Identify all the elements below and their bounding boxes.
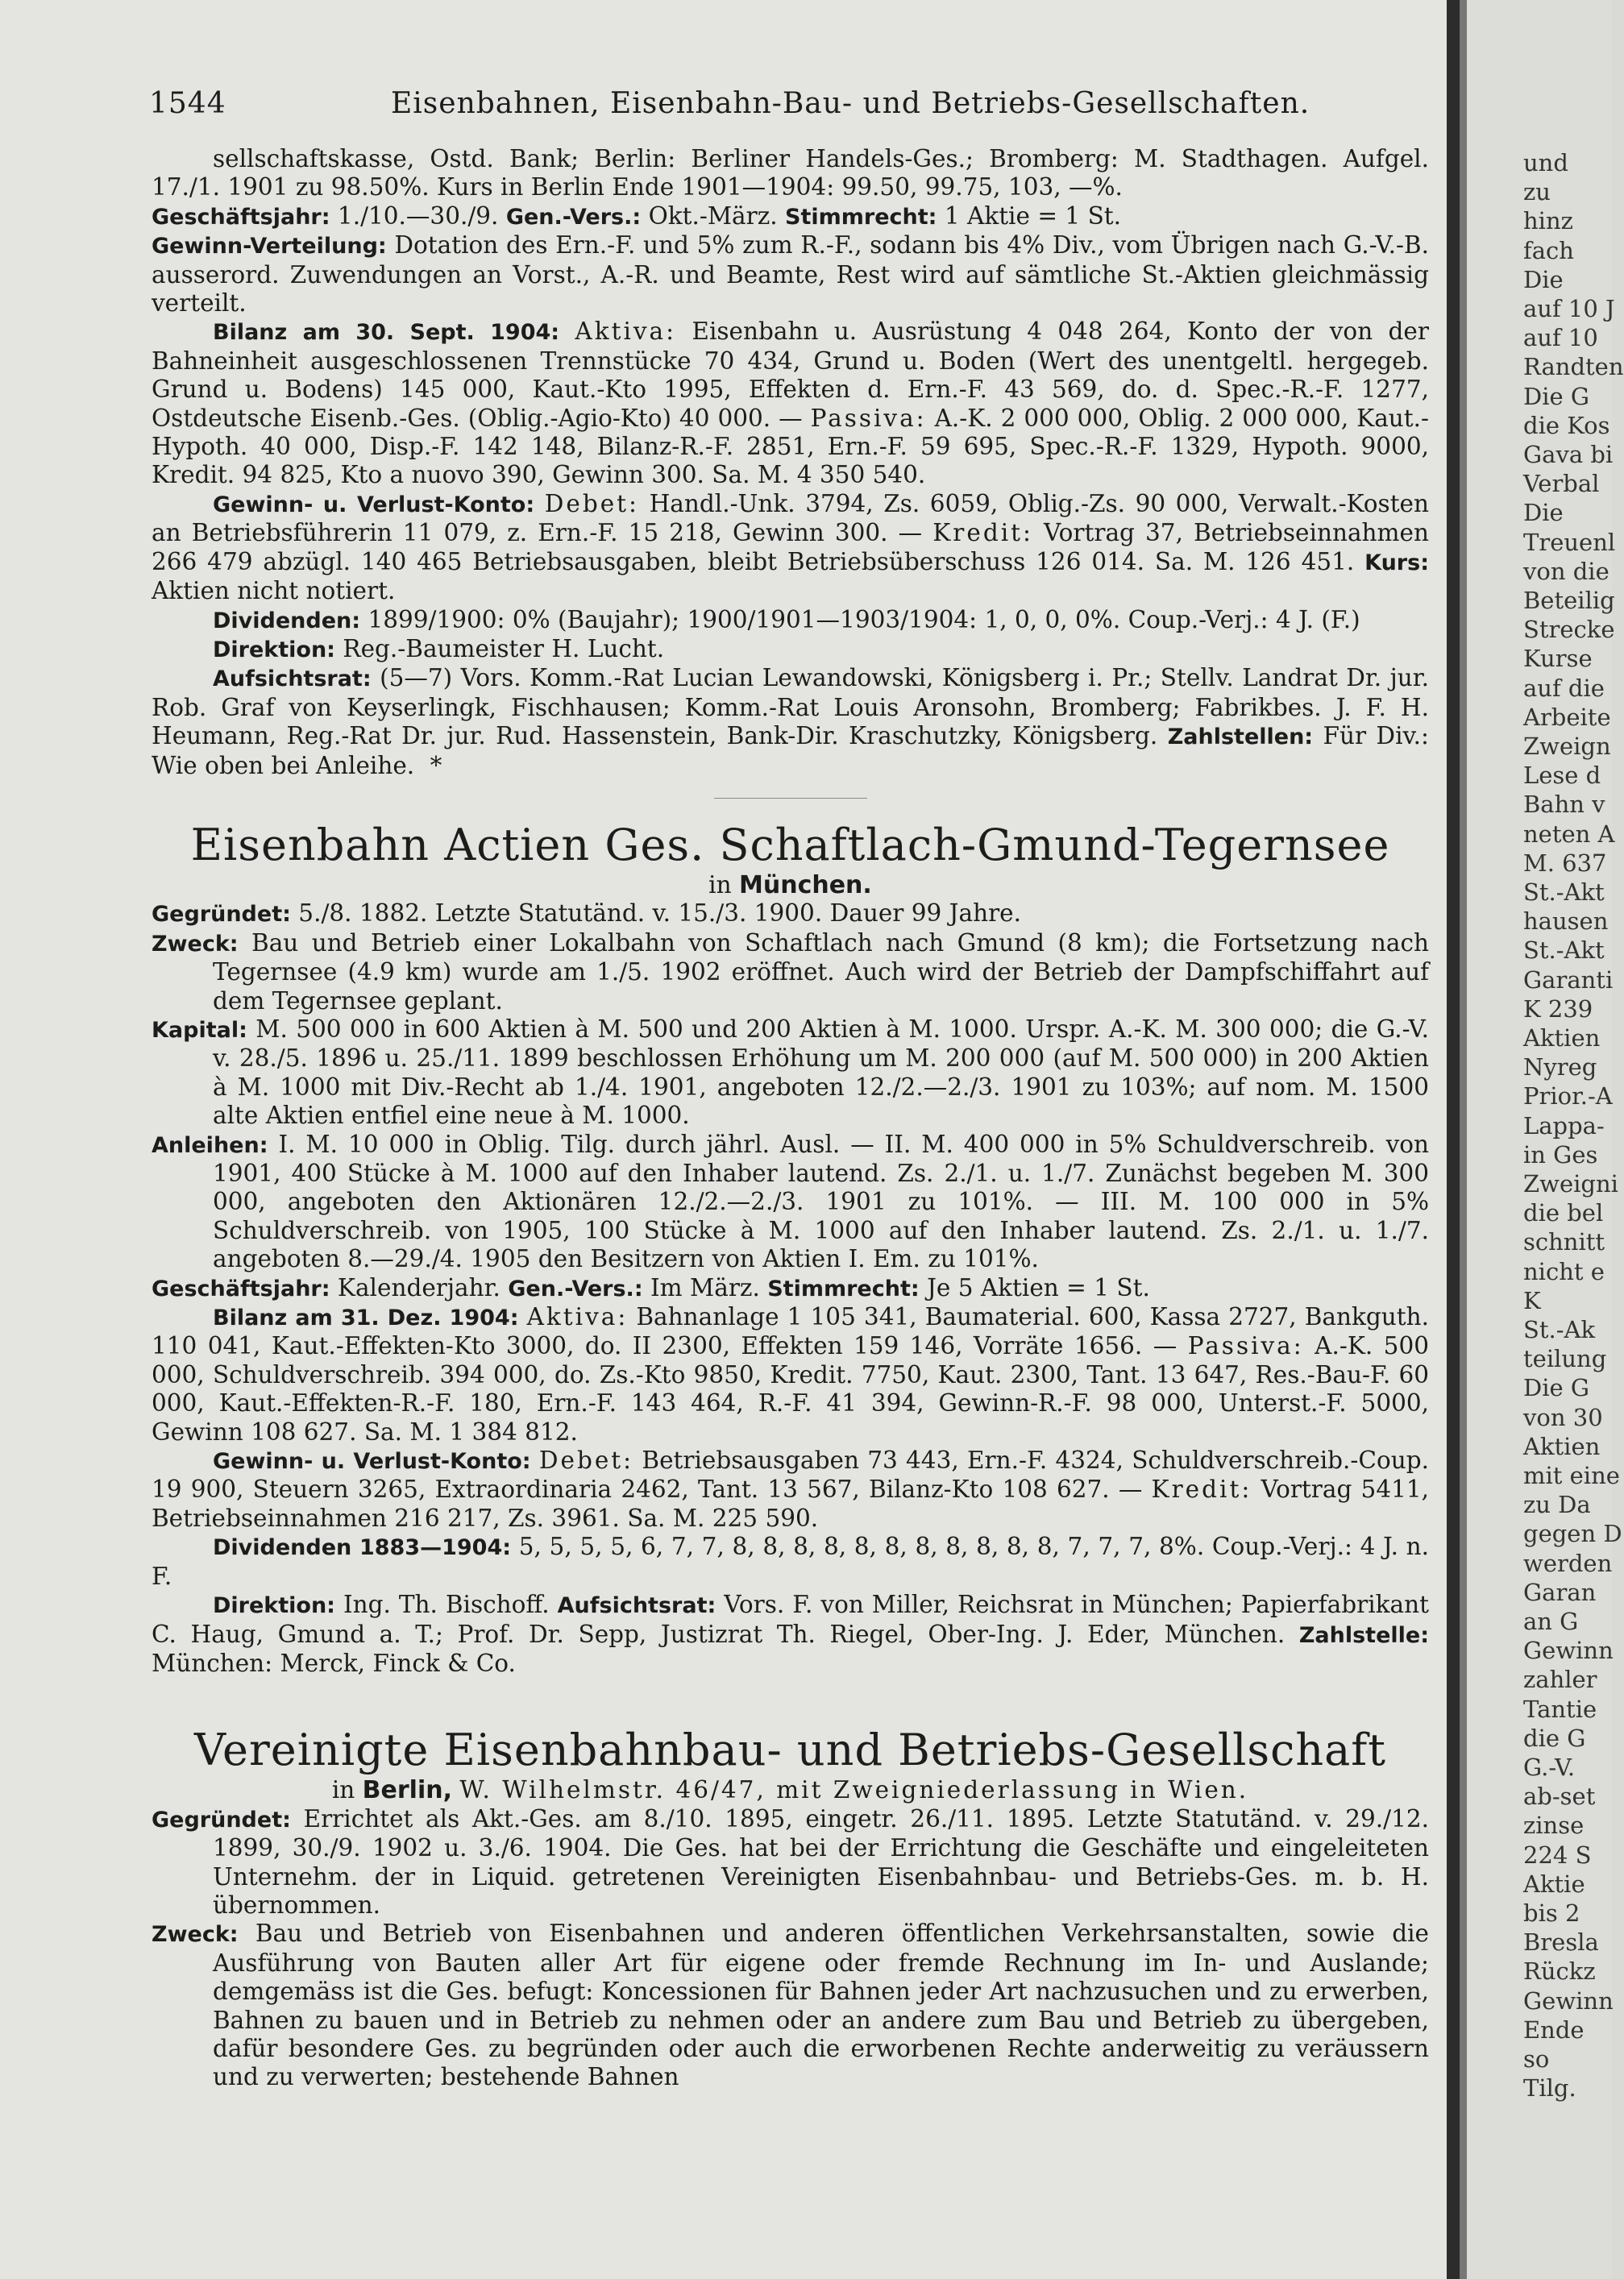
direktion-entry-2: Direktion: Ing. Th. Bischoff. Aufsichtsrat: Vors. F. von Miller, Reichsrat in München; Papierfabrikant C. Haug, Gmund a. T.; Prof. Dr. Sepp, Justizrat Th. Riegel, Ober-Ing. J. Eder, München. Zahlstelle: München: Merck, Finck & Co.	[152, 1591, 1429, 1677]
right-page-fragment: St.-Ak	[1523, 1316, 1596, 1343]
bilanz-entry-2: Bilanz am 31. Dez. 1904: Aktiva: Bahnanlage 1 105 341, Baumaterial. 600, Kassa 2727, Bankguth. 110 041, Kaut.-Effekten-Kto 3000, do. II 2300, Effekten 159 146, Vorräte 1656. — Passiva: A.-K. 500 000, Schuldverschreib. 394 000, do. Zs.-Kto 9850, Kredit. 7750, Kaut. 2300, Tant. 13 647, Res.-Bau-F. 60 000, Kaut.-Effekten-R.-F. 180, Ern.-F. 143 464, R.-F. 41 394, Gewinn-R.-F. 98 000, Unterst.-F. 5000, Gewinn 108 627. Sa. M. 1 384 812.	[152, 1303, 1429, 1446]
right-page-fragment: Zweign	[1523, 733, 1611, 760]
right-page-fragment: werden	[1523, 1549, 1613, 1577]
right-page-fragment: Die G	[1523, 1374, 1590, 1402]
section-gap	[152, 1678, 1429, 1725]
dividenden-entry-2: Dividenden 1883—1904: 5, 5, 5, 5, 6, 7, 7, 8, 8, 8, 8, 8, 8, 8, 8, 8, 8, 8, 7, 7, 7, 8%. Coup.-Verj.: 4 J. n. F.	[152, 1533, 1430, 1590]
right-page-fragment: auf 10 J	[1523, 295, 1615, 322]
entry-label: Anleihen:	[152, 1132, 268, 1158]
entry-label: Gegründet:	[152, 1807, 291, 1833]
right-page-fragment: 224 S	[1523, 1841, 1592, 1869]
right-page-fragment: Aktien	[1523, 1024, 1601, 1052]
right-page-fragment: so	[1523, 2045, 1550, 2073]
right-page-fragment: Zweigni	[1523, 1170, 1618, 1198]
right-page-fragment: Die	[1523, 265, 1564, 293]
right-page-fragment: Lese d	[1523, 762, 1601, 790]
right-page-fragment: Nyreg	[1523, 1053, 1597, 1081]
entry-label: Gen.-Vers.:	[508, 1276, 643, 1301]
right-page-fragment: Aktie	[1523, 1870, 1585, 1898]
right-page-fragment: Prior.-A	[1523, 1082, 1613, 1110]
right-page-fragment: Garanti	[1523, 965, 1614, 994]
right-page-fragment: Tilg.	[1523, 2074, 1576, 2103]
book-gutter	[1447, 0, 1460, 2279]
entry-label: Gewinn-Verteilung:	[152, 234, 387, 259]
entry-label: Geschäftsjahr:	[152, 1276, 330, 1301]
dividenden-entry: Dividenden: 1899/1900: 0% (Baujahr); 1900/1901—1903/1904: 1, 0, 0, 0%. Coup.-Verj.: 4 J. (F.)	[213, 605, 1360, 633]
gewinnverteilung-entry: Gewinn-Verteilung: Dotation des Ern.-F. und 5% zum R.-F., sodann bis 4% Div., vom Übrigen nach G.-V.-B. ausserord. Zuwendungen an Vorst., A.-R. und Beamte, Rest wird auf sämtliche St.-Aktien gleichmässig verteilt.	[152, 231, 1429, 318]
right-page-fragment: Garan	[1523, 1578, 1597, 1606]
right-page-edge	[1467, 0, 1624, 2279]
gegruendet-entry: Gegründet: 5./8. 1882. Letzte Statutänd. v. 15./3. 1900. Dauer 99 Jahre.	[152, 899, 1022, 928]
entry-label: Geschäftsjahr:	[152, 204, 330, 230]
section-divider	[714, 798, 867, 799]
right-page-fragment: Die G	[1523, 382, 1590, 410]
entry-label: Kapital:	[152, 1017, 247, 1043]
right-page-fragment: Die	[1523, 499, 1564, 527]
right-page-fragment: Bresla	[1523, 1928, 1599, 1957]
right-page-fragment: hausen	[1523, 907, 1609, 936]
right-page-fragment: zu	[1523, 178, 1551, 206]
company-heading-2: Vereinigte Eisenbahnbau- und Betriebs-Gesellschaft	[194, 1725, 1386, 1776]
entry-label: Stimmrecht:	[785, 204, 937, 230]
entry-label: Aufsichtsrat:	[557, 1593, 716, 1619]
entry-label: Direktion:	[213, 1593, 335, 1619]
right-page-fragment: Strecke	[1523, 616, 1615, 644]
guv-entry: Gewinn- u. Verlust-Konto: Debet: Handl.-Unk. 3794, Zs. 6059, Oblig.-Zs. 90 000, Verwalt.-Kosten an Betriebsführerin 11 079, z. Ern.-F. 15 218, Gewinn 300. — Kredit: Vortrag 37, Betriebseinnahmen 266 479 abzügl. 140 465 Betriebsausgaben, bleibt Betriebsüberschuss 126 014. Sa. M. 126 451. Kurs: Aktien nicht notiert.	[152, 489, 1430, 605]
right-page-fragment: an G	[1523, 1608, 1579, 1635]
book-gutter-edge	[1460, 0, 1467, 2279]
right-page-fragment: von 30	[1523, 1403, 1603, 1431]
anleihen-entry: Anleihen: I. M. 10 000 in Oblig. Tilg. durch jährl. Ausl. — II. M. 400 000 in 5% Schuldverschreib. von 1901, 400 Stücke à M. 1000 auf den Inhaber lautend. Zs. 2./1. u. 1./7. Zunächst begeben M. 300 000, angeboten den Aktionären 12./2.—2./3. 1901 zu 101%. — III. M. 100 000 in 5% Schuldverschreib. von 1905, 100 Stücke à M. 1000 auf den Inhaber lautend. Zs. 2./1. u. 1./7. angeboten 8.—29./4. 1905 den Besitzern von Aktien I. Em. zu 101%.	[152, 1130, 1429, 1273]
right-page-fragment: die bel	[1523, 1199, 1604, 1227]
right-page-fragment: St.-Akt	[1523, 878, 1605, 906]
zweck-entry-3: Zweck: Bau und Betrieb von Eisenbahnen und anderen öffentlichen Verkehrsanstalten, sowie die Ausführung von Bauten aller Art für eigene oder fremde Rechnung im In- und Auslande; demgemäss ist die Ges. befugt: Koncessionen für Bahnen jeder Art nachzusuchen und zu erwerben, Bahnen zu bauen und in Betrieb zu nehmen oder an andere zum Bau und Betrieb zu übergeben, dafür besondere Ges. zu begründen oder auch die erworbenen Rechte anderweitig zu veräussern und zu verwerten; bestehende Bahnen	[152, 1920, 1429, 2091]
company-location-2: in Berlin, W. Wilhelmstr. 46/47, mit Zweigniederlassung in Wien.	[331, 1776, 1249, 1805]
entry-label: Kurs:	[1364, 550, 1429, 575]
company-location: in München.	[708, 870, 872, 899]
entry-label: Bilanz am 31. Dez. 1904:	[213, 1306, 519, 1331]
page-content	[152, 145, 1429, 2092]
entry-label: Gen.-Vers.:	[505, 204, 642, 230]
zweck-entry: Zweck: Bau und Betrieb einer Lokalbahn von Schaftlach nach Gmund (8 km); die Fortsetzung nach Tegernsee (4.9 km) wurde am 1./5. 1902 eröffnet. Auch wird der Betrieb der Dampfschiffahrt auf dem Tegernsee geplant.	[152, 928, 1429, 1015]
right-page-fragment: Ende	[1523, 2015, 1585, 2044]
right-page-fragment: Rückz	[1523, 1957, 1596, 1986]
right-page-fragment: Bahn v	[1523, 791, 1605, 819]
page-number: 1544	[149, 87, 226, 120]
entry-label: Zweck:	[152, 931, 239, 957]
right-page-fragment: Gava bi	[1523, 441, 1614, 468]
entry-label: Zweck:	[152, 1922, 239, 1948]
right-page-fragment: Randten	[1523, 353, 1624, 381]
entry-label: Gewinn- u. Verlust-Konto:	[213, 492, 535, 517]
right-page-fragment: die G	[1523, 1724, 1586, 1752]
end-mark: *	[430, 751, 442, 779]
right-page-fragment: teilung	[1523, 1345, 1607, 1373]
gegruendet-entry-3: Gegründet: Errichtet als Akt.-Ges. am 8./10. 1895, eingetr. 26./11. 1895. Letzte Statutänd. v. 29./12. 1899, 30./9. 1902 u. 3./6. 1904. Die Ges. hat bei der Errichtung die Geschäfte und eingeleiteten Unternehm. der in Liquid. getretenen Vereinigten Eisenbahnbau- und Betriebs-Ges. m. b. H. übernommen.	[152, 1804, 1429, 1919]
geschaeftsjahr-entry-2: Geschäftsjahr: Kalenderjahr. Gen.-Vers.: Im März. Stimmrecht: Je 5 Aktien = 1 St.	[152, 1273, 1150, 1301]
right-page-fragment: hinz	[1523, 207, 1573, 235]
right-page-fragment: Tantie	[1523, 1695, 1597, 1723]
continuation-paragraph: sellschaftskasse, Ostd. Bank; Berlin: Berliner Handels-Ges.; Bromberg: M. Stadthagen. Aufgel. 17./1. 1901 zu 98.50%. Kurs in Berlin Ende 1901—1904: 99.50, 99.75, 103, —%.	[152, 145, 1429, 201]
right-page-fragment: Gewinn	[1523, 1637, 1614, 1665]
entry-label: Dividenden:	[213, 608, 361, 633]
right-page-fragment: die Kos	[1523, 411, 1610, 439]
right-page-fragment: Lappa-	[1523, 1111, 1605, 1140]
running-header	[149, 81, 1431, 129]
right-page-fragment: K	[1523, 1286, 1541, 1314]
right-page-fragment: G.-V.	[1523, 1754, 1576, 1781]
entry-label: Aufsichtsrat:	[213, 666, 372, 692]
right-page-fragment: Arbeite	[1523, 703, 1611, 731]
entry-label: Direktion:	[213, 637, 335, 662]
right-page-fragment: von die	[1523, 557, 1609, 585]
right-page-fragment: und	[1523, 149, 1568, 176]
right-page-fragment: auf 10	[1523, 324, 1598, 352]
right-page-fragment: fach	[1523, 236, 1574, 264]
entry-label: Zahlstellen:	[1167, 724, 1314, 750]
right-page-fragment: Treuenl	[1523, 528, 1616, 556]
running-title: Eisenbahnen, Eisenbahn-Bau- und Betriebs-Gesellschaften.	[391, 87, 1310, 120]
right-page-fragment: St.-Akt	[1523, 936, 1605, 965]
right-page-fragment: mit eine	[1523, 1462, 1620, 1489]
right-page-fragment: neten A	[1523, 820, 1615, 848]
right-page-fragment: in Ges	[1523, 1140, 1598, 1169]
guv-entry-2: Gewinn- u. Verlust-Konto: Debet: Betriebsausgaben 73 443, Ern.-F. 4324, Schuldverschreib.-Coup. 19 900, Steuern 3265, Extraordinaria 2462, Tant. 13 567, Bilanz-Kto 108 627. — Kredit: Vortrag 5411, Betriebseinnahmen 216 217, Zs. 3961. Sa. M. 225 590.	[152, 1447, 1429, 1532]
right-page-fragment: ab-set	[1523, 1783, 1596, 1811]
right-page-fragment: Gewinn	[1523, 1986, 1614, 2015]
entry-label: Stimmrecht:	[767, 1276, 920, 1301]
right-page-fragment: Aktien	[1523, 1432, 1601, 1460]
right-page-fragment: zu Da	[1523, 1491, 1591, 1519]
kapital-entry: Kapital: M. 500 000 in 600 Aktien à M. 500 und 200 Aktien à M. 1000. Urspr. A.-K. M. 300 000; die G.-V. v. 28./5. 1896 u. 25./11. 1899 beschlossen Erhöhung um M. 200 000 (auf M. 500 000) in 200 Aktien à M. 1000 mit Div.-Recht ab 1./4. 1901, angeboten 12./2.—2./3. 1901 zu 103%; auf nom. M. 1500 alte Aktien entfiel eine neue à M. 1000.	[152, 1015, 1429, 1130]
right-page-fragment: bis 2	[1523, 1899, 1580, 1927]
bilanz-entry: Bilanz am 30. Sept. 1904: Aktiva: Eisenbahn u. Ausrüstung 4 048 264, Konto der von der Bahneinheit ausgeschlossenen Trennstücke 70 434, Grund u. Boden (Wert des unentgeltl. hergegeb. Grund u. Bodens) 145 000, Kaut.-Kto 1995, Effekten d. Ern.-F. 43 569, do. d. Spec.-R.-F. 1277, Ostdeutsche Eisenb.-Ges. (Oblig.-Agio-Kto) 40 000. — Passiva: A.-K. 2 000 000, Oblig. 2 000 000, Kaut.-Hypoth. 40 000, Disp.-F. 142 148, Bilanz-R.-F. 2851, Ern.-F. 59 695, Spec.-R.-F. 1329, Hypoth. 9000, Kredit. 94 825, Kto a nuovo 390, Gewinn 300. Sa. M. 4 350 540.	[152, 318, 1430, 489]
right-page-fragment: Kurse	[1523, 645, 1593, 673]
geschaeftsjahr-entry: Geschäftsjahr: 1./10.—30./9. Gen.-Vers.: Okt.-März. Stimmrecht: 1 Aktie = 1 St.	[152, 201, 1122, 230]
right-page-fragment: Verbal	[1523, 470, 1600, 498]
entry-label: Gewinn- u. Verlust-Konto:	[213, 1449, 531, 1475]
right-page-fragment: gegen D	[1523, 1520, 1622, 1548]
entry-label: Dividenden 1883—1904:	[213, 1535, 512, 1561]
right-page-fragment: M. 637	[1523, 849, 1607, 877]
right-page-fragment: zahler	[1523, 1666, 1597, 1694]
right-page-fragment: K 239	[1523, 994, 1593, 1023]
aufsichtsrat-entry: Aufsichtsrat: (5—7) Vors. Komm.-Rat Lucian Lewandowski, Königsberg i. Pr.; Stellv. Landrat Dr. jur. Rob. Graf von Keyserlingk, Fischhausen; Komm.-Rat Louis Aronsohn, Bromberg; Fabrikbes. J. F. H. Heumann, Reg.-Rat Dr. jur. Rud. Hassenstein, Bank-Dir. Kraschutzky, Königsberg. Zahlstellen: Für Div.: Wie oben bei Anleihe. *	[152, 664, 1429, 779]
right-page-fragment: schnitt	[1523, 1228, 1605, 1256]
direktion-entry: Direktion: Reg.-Baumeister H. Lucht.	[213, 634, 665, 662]
entry-label: Zahlstelle:	[1298, 1622, 1429, 1648]
right-page-fragment: auf die	[1523, 674, 1605, 702]
entry-label: Gegründet:	[152, 902, 291, 928]
right-page-fragment: nicht e	[1523, 1257, 1605, 1285]
company-heading: Eisenbahn Actien Ges. Schaftlach-Gmund-Tegernsee	[190, 819, 1390, 870]
entry-label: Bilanz am 30. Sept. 1904:	[213, 320, 560, 346]
right-page-fragment: Beteilig	[1523, 587, 1615, 614]
right-page-fragment: zinse	[1523, 1812, 1585, 1840]
